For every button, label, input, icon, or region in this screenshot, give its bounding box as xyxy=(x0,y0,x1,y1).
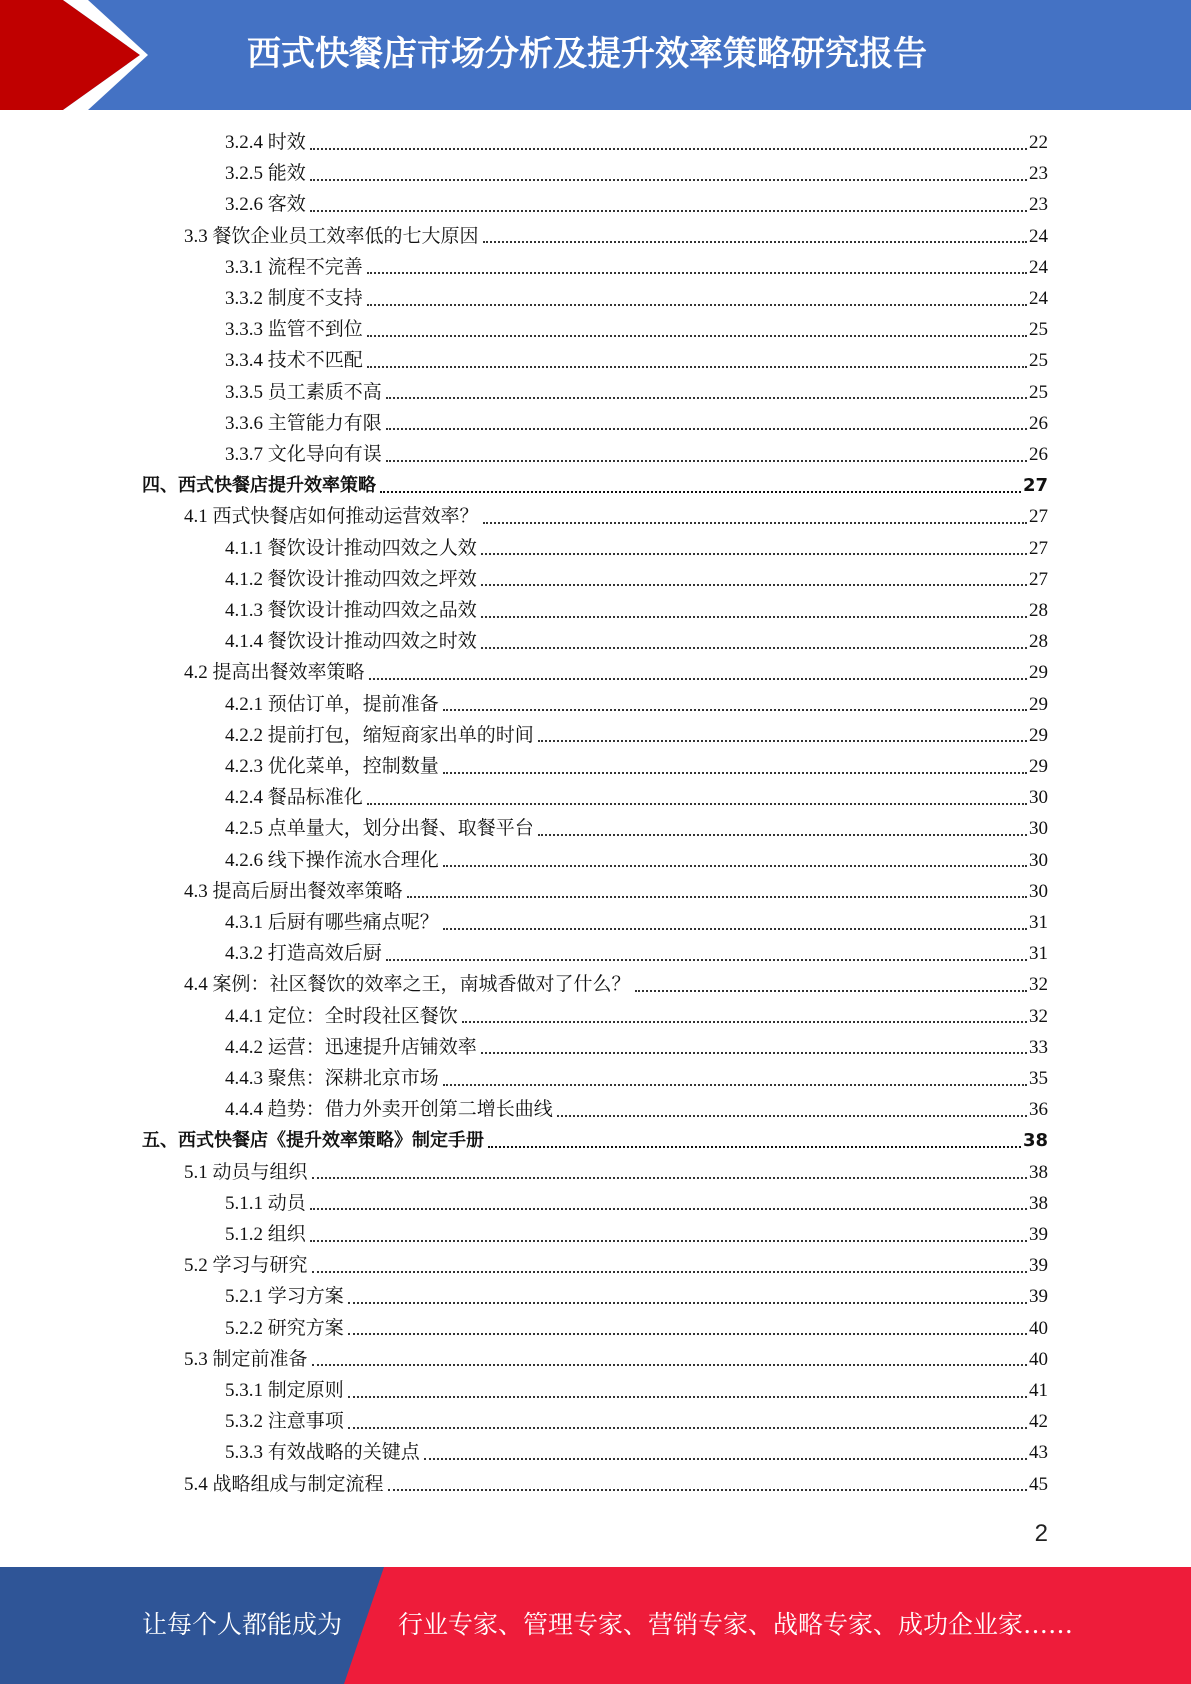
toc-entry-page: 30 xyxy=(1029,787,1048,809)
toc-entry-page: 38 xyxy=(1022,1130,1048,1152)
toc-dot-leader xyxy=(348,1302,1027,1304)
toc-entry-page: 45 xyxy=(1029,1473,1048,1495)
toc-dot-leader xyxy=(481,584,1027,586)
toc-entry-title: 3.2.5 能效 xyxy=(225,163,306,185)
toc-dot-leader xyxy=(310,1240,1027,1242)
toc-entry-page: 30 xyxy=(1029,849,1048,871)
toc-dot-leader xyxy=(388,1489,1027,1491)
toc-entry-page: 35 xyxy=(1029,1068,1048,1089)
toc-entry-page: 39 xyxy=(1029,1255,1048,1277)
toc-entry[interactable] xyxy=(225,1437,1048,1468)
toc-entry[interactable] xyxy=(225,158,1048,189)
toc-dot-leader xyxy=(462,1021,1027,1023)
toc-entry[interactable] xyxy=(184,1250,1048,1281)
toc-dot-leader xyxy=(312,1177,1027,1179)
toc-entry-title: 5.3.2 注意事项 xyxy=(225,1411,344,1433)
toc-dot-leader xyxy=(386,959,1027,961)
toc-entry[interactable] xyxy=(225,252,1048,283)
toc-entry-page: 32 xyxy=(1029,1005,1048,1027)
toc-entry[interactable] xyxy=(225,1313,1048,1344)
toc-entry-page: 26 xyxy=(1029,444,1048,465)
toc-entry-title: 5.1.1 动员 xyxy=(225,1192,306,1214)
toc-entry-title: 3.3.2 制度不支持 xyxy=(225,288,363,309)
report-title: 西式快餐店市场分析及提升效率策略研究报告 xyxy=(247,34,927,74)
toc-entry-page: 23 xyxy=(1029,194,1048,216)
toc-entry-page: 36 xyxy=(1029,1099,1048,1121)
toc-entry-title: 4.2.6 线下操作流水合理化 xyxy=(225,849,439,871)
toc-entry[interactable] xyxy=(225,1094,1048,1125)
toc-entry-title: 5.1 动员与组织 xyxy=(184,1161,308,1183)
toc-entry-title: 4.1.3 餐饮设计推动四效之品效 xyxy=(225,600,477,621)
toc-entry[interactable] xyxy=(184,1469,1048,1500)
toc-entry[interactable] xyxy=(225,1281,1048,1312)
toc-entry-title: 5.2.2 研究方案 xyxy=(225,1317,344,1339)
toc-entry[interactable] xyxy=(225,1219,1048,1250)
toc-entry-title: 4.3.2 打造高效后厨 xyxy=(225,943,382,965)
toc-entry-page: 29 xyxy=(1029,756,1048,777)
toc-dot-leader xyxy=(367,304,1027,306)
toc-dot-leader xyxy=(369,678,1027,680)
toc-dot-leader xyxy=(386,460,1027,462)
toc-entry-page: 31 xyxy=(1029,943,1048,965)
toc-entry-page: 27 xyxy=(1029,568,1048,590)
toc-entry-page: 40 xyxy=(1029,1317,1048,1339)
toc-entry-page: 25 xyxy=(1029,381,1048,403)
toc-entry-page: 32 xyxy=(1029,974,1048,996)
toc-entry-title: 3.2.4 时效 xyxy=(225,132,306,153)
toc-entry[interactable] xyxy=(184,1157,1048,1188)
toc-entry-page: 28 xyxy=(1029,600,1048,621)
toc-entry[interactable] xyxy=(225,813,1048,844)
toc-entry-title: 4.4 案例：社区餐饮的效率之王，南城香做对了什么？ xyxy=(184,974,631,996)
toc-entry-title: 四、西式快餐店提升效率策略 xyxy=(142,475,376,497)
toc-entry-title: 4.2.5 点单量大，划分出餐、取餐平台 xyxy=(225,818,534,840)
toc-entry[interactable] xyxy=(184,501,1048,532)
toc-entry[interactable] xyxy=(225,626,1048,657)
toc-entry-page: 40 xyxy=(1029,1348,1048,1370)
toc-entry-page: 23 xyxy=(1029,163,1048,185)
toc-dot-leader xyxy=(348,1427,1027,1429)
toc-dot-leader xyxy=(367,366,1027,368)
toc-entry-title: 4.1.4 餐饮设计推动四效之时效 xyxy=(225,631,477,653)
toc-dot-leader xyxy=(386,397,1027,399)
toc-entry-title: 4.4.4 趋势：借力外卖开创第二增长曲线 xyxy=(225,1099,553,1121)
toc-dot-leader xyxy=(310,1208,1027,1210)
toc-entry-title: 3.2.6 客效 xyxy=(225,194,306,216)
toc-entry[interactable] xyxy=(225,689,1048,720)
toc-entry[interactable] xyxy=(225,345,1048,376)
toc-entry-title: 4.3.1 后厨有哪些痛点呢？ xyxy=(225,912,439,933)
toc-entry-title: 4.4.3 聚焦：深耕北京市场 xyxy=(225,1068,439,1089)
toc-entry-title: 5.2.1 学习方案 xyxy=(225,1286,344,1308)
toc-entry[interactable] xyxy=(225,907,1048,938)
toc-entry[interactable] xyxy=(184,969,1048,1000)
toc-dot-leader xyxy=(443,1084,1027,1086)
footer-slogan: 让每个人都能成为 xyxy=(142,1610,343,1639)
toc-dot-leader xyxy=(407,896,1027,898)
toc-entry-title: 4.1 西式快餐店如何推动运营效率？ xyxy=(184,506,479,528)
toc-entry-page: 28 xyxy=(1029,631,1048,653)
toc-entry[interactable] xyxy=(225,782,1048,813)
toc-entry-page: 29 xyxy=(1029,724,1048,746)
toc-entry-page: 25 xyxy=(1029,319,1048,341)
toc-entry-title: 3.3.7 文化导向有误 xyxy=(225,444,382,465)
toc-dot-leader xyxy=(481,1052,1027,1054)
toc-entry[interactable] xyxy=(225,314,1048,345)
toc-entry[interactable] xyxy=(225,845,1048,876)
toc-dot-leader xyxy=(538,834,1027,836)
toc-dot-leader xyxy=(557,1115,1027,1117)
toc-entry[interactable] xyxy=(225,938,1048,969)
toc-entry-page: 29 xyxy=(1029,662,1048,684)
toc-entry-title: 4.1.2 餐饮设计推动四效之坪效 xyxy=(225,568,477,590)
toc-entry[interactable] xyxy=(225,408,1048,439)
toc-entry-title: 4.4.1 定位：全时段社区餐饮 xyxy=(225,1005,458,1027)
toc-entry-page: 27 xyxy=(1029,537,1048,559)
toc-dot-leader xyxy=(386,428,1027,430)
toc-entry[interactable] xyxy=(184,1344,1048,1375)
toc-dot-leader xyxy=(367,272,1027,274)
toc-entry-page: 41 xyxy=(1029,1380,1048,1401)
toc-entry[interactable] xyxy=(184,876,1048,907)
toc-dot-leader xyxy=(488,1146,1021,1148)
toc-entry-page: 38 xyxy=(1029,1192,1048,1214)
toc-entry-title: 4.2.3 优化菜单，控制数量 xyxy=(225,756,439,777)
toc-entry-title: 3.3.3 监管不到位 xyxy=(225,319,363,341)
toc-entry-title: 五、西式快餐店《提升效率策略》制定手册 xyxy=(142,1130,484,1152)
toc-dot-leader xyxy=(310,148,1027,150)
toc-entry-title: 4.2.4 餐品标准化 xyxy=(225,787,363,809)
toc-entry[interactable] xyxy=(225,720,1048,751)
toc-dot-leader xyxy=(348,1333,1027,1335)
toc-entry-page: 24 xyxy=(1029,288,1048,309)
toc-dot-leader xyxy=(310,210,1027,212)
toc-entry[interactable] xyxy=(225,1063,1048,1094)
toc-entry-title: 4.2 提高出餐效率策略 xyxy=(184,662,365,684)
toc-entry-page: 29 xyxy=(1029,693,1048,715)
toc-entry-page: 22 xyxy=(1029,132,1048,153)
toc-entry-title: 3.3.5 员工素质不高 xyxy=(225,381,382,403)
toc-entry[interactable] xyxy=(225,189,1048,220)
toc-entry[interactable] xyxy=(142,1125,1048,1156)
toc-dot-leader xyxy=(481,553,1027,555)
toc-entry[interactable] xyxy=(225,533,1048,564)
toc-entry[interactable] xyxy=(225,1032,1048,1063)
toc-entry-page: 38 xyxy=(1029,1161,1048,1183)
toc-entry-title: 3.3.1 流程不完善 xyxy=(225,256,363,278)
toc-entry-title: 4.1.1 餐饮设计推动四效之人效 xyxy=(225,537,477,559)
toc-dot-leader xyxy=(312,1364,1027,1366)
toc-dot-leader xyxy=(380,491,1021,493)
toc-entry-page: 33 xyxy=(1029,1036,1048,1058)
toc-dot-leader xyxy=(348,1396,1027,1398)
toc-entry[interactable] xyxy=(225,1001,1048,1032)
toc-entry[interactable] xyxy=(225,1406,1048,1437)
toc-dot-leader xyxy=(538,740,1027,742)
toc-entry-page: 42 xyxy=(1029,1411,1048,1433)
toc-entry-page: 30 xyxy=(1029,818,1048,840)
toc-dot-leader xyxy=(443,928,1027,930)
toc-entry[interactable] xyxy=(225,283,1048,314)
toc-entry-title: 5.3.1 制定原则 xyxy=(225,1380,344,1401)
toc-entry-title: 4.2.2 提前打包，缩短商家出单的时间 xyxy=(225,724,534,746)
header-arrow-decoration xyxy=(0,0,160,110)
toc-entry[interactable] xyxy=(225,751,1048,782)
toc-entry-title: 5.4 战略组成与制定流程 xyxy=(184,1473,384,1495)
toc-dot-leader xyxy=(481,616,1027,618)
toc-entry[interactable] xyxy=(225,564,1048,595)
toc-entry-title: 3.3.6 主管能力有限 xyxy=(225,412,382,434)
toc-entry-title: 3.3.4 技术不匹配 xyxy=(225,350,363,372)
toc-dot-leader xyxy=(424,1458,1027,1460)
toc-dot-leader xyxy=(310,179,1027,181)
toc-entry-title: 4.3 提高后厨出餐效率策略 xyxy=(184,880,403,902)
toc-entry-title: 4.4.2 运营：迅速提升店铺效率 xyxy=(225,1036,477,1058)
toc-entry[interactable] xyxy=(225,439,1048,470)
toc-dot-leader xyxy=(443,772,1027,774)
toc-entry[interactable] xyxy=(225,377,1048,408)
toc-entry[interactable] xyxy=(142,470,1048,501)
toc-entry-title: 5.1.2 组织 xyxy=(225,1224,306,1245)
toc-dot-leader xyxy=(312,1271,1027,1273)
toc-entry-title: 4.2.1 预估订单，提前准备 xyxy=(225,693,439,715)
toc-entry-title: 5.2 学习与研究 xyxy=(184,1255,308,1277)
toc-dot-leader xyxy=(367,803,1027,805)
toc-dot-leader xyxy=(443,865,1027,867)
toc-entry[interactable] xyxy=(184,657,1048,688)
toc-entry-page: 31 xyxy=(1029,912,1048,933)
toc-dot-leader xyxy=(483,522,1027,524)
toc-entry-page: 43 xyxy=(1029,1442,1048,1464)
toc-entry-title: 5.3 制定前准备 xyxy=(184,1348,308,1370)
toc-dot-leader xyxy=(483,241,1027,243)
toc-entry-page: 39 xyxy=(1029,1286,1048,1308)
toc-entry-page: 26 xyxy=(1029,412,1048,434)
toc-entry-page: 24 xyxy=(1029,225,1048,247)
toc-entry-page: 30 xyxy=(1029,880,1048,902)
page-footer xyxy=(0,1567,1191,1684)
footer-expert-list: 行业专家、管理专家、营销专家、战略专家、成功企业家…… xyxy=(398,1610,1074,1639)
toc-entry-page: 24 xyxy=(1029,256,1048,278)
toc-entry[interactable] xyxy=(225,595,1048,626)
page-header xyxy=(0,0,1191,110)
toc-entry-page: 27 xyxy=(1029,506,1048,528)
toc-entry[interactable] xyxy=(225,1375,1048,1406)
toc-entry-title: 5.3.3 有效战略的关键点 xyxy=(225,1442,420,1464)
page-number: 2 xyxy=(1034,1520,1048,1547)
toc-entry-page: 27 xyxy=(1022,475,1048,497)
toc-entry[interactable] xyxy=(184,221,1048,252)
toc-dot-leader xyxy=(635,990,1027,992)
toc-dot-leader xyxy=(367,335,1027,337)
toc-entry-page: 25 xyxy=(1029,350,1048,372)
toc-entry[interactable] xyxy=(225,1188,1048,1219)
toc-entry[interactable] xyxy=(225,127,1048,158)
toc-dot-leader xyxy=(481,647,1027,649)
toc-dot-leader xyxy=(443,709,1027,711)
toc-entry-page: 39 xyxy=(1029,1224,1048,1245)
toc-entry-title: 3.3 餐饮企业员工效率低的七大原因 xyxy=(184,225,479,247)
